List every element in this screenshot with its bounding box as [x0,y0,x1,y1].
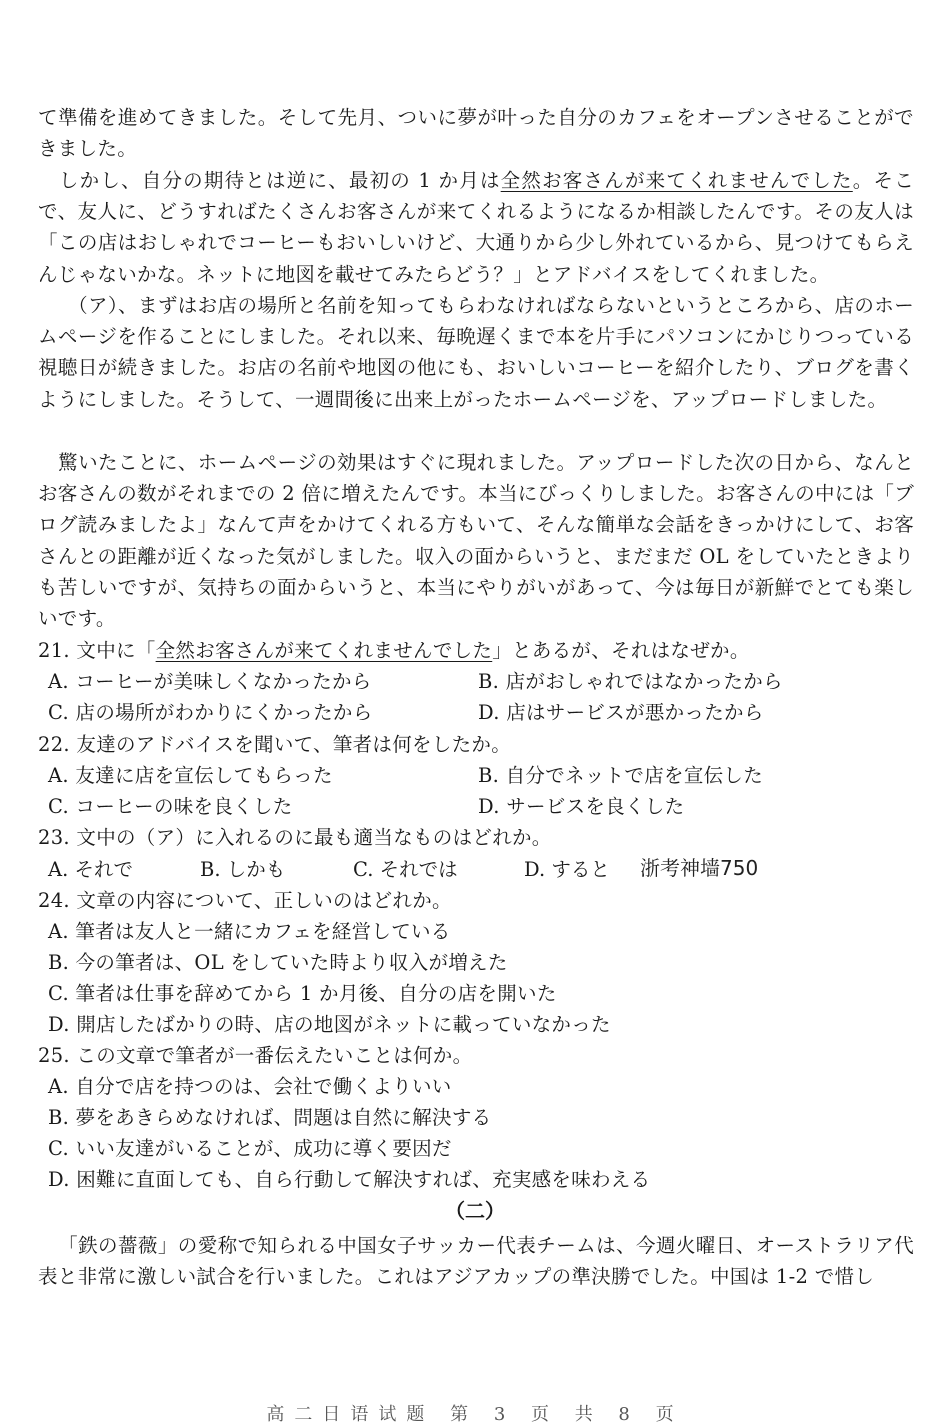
question-21-stem-b: 」とあるが、それはなぜか。 [492,639,750,662]
question-21-option-a: A. コーヒーが美味しくなかったから [48,670,372,693]
question-21-underlined: 全然お客さんが来てくれませんでした [155,639,493,662]
question-23-option-d: D. すると [524,858,610,881]
section-2-paragraph-text: 「鉄の薔薇」の愛称で知られる中国女子サッカー代表チームは、今週火曜日、オーストラリア代表と非常に激しい試合を行いました。これはアジアカップの準決勝でした。中国は 1-2 で惜し [38,1234,914,1289]
question-24-option-c: C. 筆者は仕事を辞めてから 1 か月後、自分の店を開いた [48,982,557,1005]
question-21-option-b: B. 店がおしゃれではなかったから [478,670,783,693]
passage-paragraph-1 [38,102,914,164]
question-23-option-b: B. しかも [200,858,286,881]
question-22-option-c: C. コーヒーの味を良くした [48,795,293,818]
question-22-option-d: D. サービスを良くした [478,795,685,818]
watermark-text: 浙考神墙750 [640,856,759,880]
passage-paragraph-1-text: て準備を進めてきました。そして先月、ついに夢が叶った自分のカフェをオープンさせることができました。 [38,106,914,161]
passage-paragraph-2 [38,165,914,290]
passage-paragraph-2-text-b: 。そこで、友人に、どうすればたくさんお客さんが来てくれるようになるか相談したんです。その友人は「この店はおしゃれでコーヒーもおいしいけど、大通りから少し外れているから、見つけてもらえんじゃないかな。ネットに地図を載せてみたらどう？」とアドバイスをしてくれました。 [38,169,914,286]
passage-paragraph-2-text-a: しかし、自分の期待とは逆に、最初の 1 か月は [58,169,501,192]
question-25-option-d: D. 困難に直面しても、自ら行動して解決すれば、充実感を味わえる [48,1168,651,1191]
passage-paragraph-3 [38,290,914,415]
question-21-option-c: C. 店の場所がわかりにくかったから [48,701,373,724]
question-23-stem: 23. 文中の（ア）に入れるのに最も適当なものはどれか。 [38,826,552,849]
question-24-stem: 24. 文章の内容について、正しいのはどれか。 [38,889,452,912]
question-25-option-c: C. いい友達がいることが、成功に導く要因だ [48,1137,452,1160]
passage-paragraph-3-text: （ア）、まずはお店の場所と名前を知ってもらわなければならないというところから、店のホームページを作ることにしました。それ以来、毎晩遅くまで本を片手にパソコンにかじりつっている視聴日が続きました。お店の名前や地図の他にも、おいしいコーヒーを紹介したり、ブログを書くようにしました。そうして、一週間後に出来上がったホームページを、アップロードしました。 [38,294,914,411]
question-22-stem: 22. 友達のアドバイスを聞いて、筆者は何をしたか。 [38,733,512,756]
question-24-option-b: B. 今の筆者は、OL をしていた時より収入が増えた [48,951,508,974]
section-2-title: （二） [445,1199,505,1223]
question-22-option-a: A. 友達に店を宣伝してもらった [48,764,333,787]
question-24-option-a: A. 筆者は友人と一緒にカフェを経営している [48,920,451,943]
section-2-paragraph [38,1230,914,1292]
passage-paragraph-4 [38,447,914,634]
question-25-option-a: A. 自分で店を持つのは、会社で働くよりいい [48,1075,452,1098]
question-21-option-d: D. 店はサービスが悪かったから [478,701,764,724]
passage-paragraph-4-text: 驚いたことに、ホームページの効果はすぐに現れました。アップロードした次の日から、なんとお客さんの数がそれまでの 2 倍に増えたんです。本当にびっくりしました。お客さんの中には「ブログ読みましたよ」なんて声をかけてくれる方もいて、そんな簡単な会話をきっかけにして、お客さんとの距離が近くなった気がしました。収入の面からいうと、まだまだ OL をしていたときよりも苦しいですが、気持ちの面からいうと、本当にやりがいがあって、今は毎日が新鮮でとても楽しいです。 [38,451,914,631]
question-23-option-c: C. それでは [353,858,458,881]
question-21-stem [38,638,750,664]
question-25-stem: 25. この文章で筆者が一番伝えたいことは何か。 [38,1044,473,1067]
question-21-stem-a: 21. 文中に「 [38,639,156,662]
question-23-option-a: A. それで [48,858,133,881]
passage-underlined-phrase: 全然お客さんが来てくれませんでした [500,169,853,192]
question-22-option-b: B. 自分でネットで店を宣伝した [478,764,764,787]
question-24-option-d: D. 開店したばかりの時、店の地図がネットに載っていなかった [48,1013,611,1036]
question-25-option-b: B. 夢をあきらめなければ、問題は自然に解決する [48,1106,492,1129]
page-footer: 高二日语试题 第 3 页 共 8 页 [266,1404,684,1425]
